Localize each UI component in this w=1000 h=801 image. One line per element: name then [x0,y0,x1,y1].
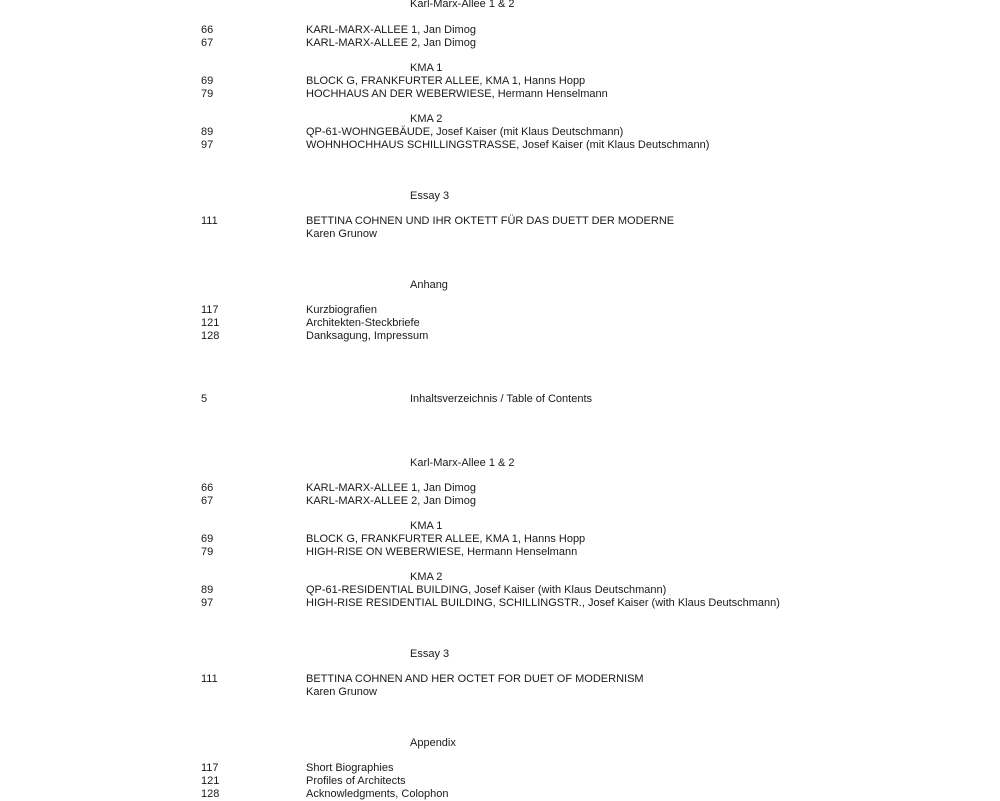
page-number: 89 [201,126,214,138]
section-heading: Anhang [410,279,448,291]
section-heading: Appendix [410,737,456,749]
entry-title: KARL-MARX-ALLEE 2, Jan Dimog [306,495,476,507]
subsection-heading: KMA 2 [410,113,443,125]
entry-title: Danksagung, Impressum [306,330,429,342]
section-heading: Essay 3 [410,648,450,660]
subsection-heading: KMA 1 [410,62,443,74]
entry-title: HOCHHAUS AN DER WEBERWIESE, Hermann Henselmann [306,88,608,100]
entry-title: Short Biographies [306,762,394,774]
page-number: 66 [201,482,214,494]
page-title: Inhaltsverzeichnis / Table of Contents [410,393,593,405]
entry-title: BETTINA COHNEN UND IHR OKTETT FÜR DAS DUETT DER MODERNE [306,215,675,227]
entry-title: Architekten-Steckbriefe [306,317,420,329]
entry-title: QP-61-RESIDENTIAL BUILDING, Josef Kaiser (with Klaus Deutschmann) [306,584,667,596]
entry-title: Acknowledgments, Colophon [306,788,449,800]
subsection-heading: KMA 1 [410,520,443,532]
page-number: 97 [201,597,214,609]
entry-title: KARL-MARX-ALLEE 1, Jan Dimog [306,482,476,494]
folio-number: 5 [201,393,208,405]
entry-title: BLOCK G, FRANKFURTER ALLEE, KMA 1, Hanns Hopp [306,75,586,87]
entry-title: KARL-MARX-ALLEE 1, Jan Dimog [306,24,476,36]
page-number: 66 [201,24,214,36]
entry-title: Kurzbiografien [306,304,377,316]
entry-author: Karen Grunow [306,228,377,240]
page-number: 79 [201,546,214,558]
page-number: 97 [201,139,214,151]
page-number: 79 [201,88,214,100]
entry-title: BETTINA COHNEN AND HER OCTET FOR DUET OF MODERNISM [306,673,644,685]
subsection-heading: KMA 2 [410,571,443,583]
page-number: 111 [201,673,218,685]
page-number: 67 [201,37,214,49]
section-heading: Essay 3 [410,190,450,202]
page-number: 128 [201,788,220,800]
entry-title: Profiles of Architects [306,775,406,787]
entry-author: Karen Grunow [306,686,377,698]
entry-title: WOHNHOCHHAUS SCHILLINGSTRASSE, Josef Kaiser (mit Klaus Deutschmann) [306,139,710,151]
page-number: 117 [201,762,219,774]
page-number: 117 [201,304,219,316]
entry-title: HIGH-RISE RESIDENTIAL BUILDING, SCHILLINGSTR., Josef Kaiser (with Klaus Deutschmann) [306,597,780,609]
page-number: 111 [201,215,218,227]
page-number: 69 [201,533,214,545]
page-number: 121 [201,775,220,787]
section-heading: Karl-Marx-Allee 1 & 2 [410,457,515,469]
page-number: 121 [201,317,220,329]
page-number: 67 [201,495,214,507]
entry-title: QP-61-WOHNGEBÄUDE, Josef Kaiser (mit Klaus Deutschmann) [306,126,624,138]
entry-title: BLOCK G, FRANKFURTER ALLEE, KMA 1, Hanns Hopp [306,533,586,545]
entry-title: KARL-MARX-ALLEE 2, Jan Dimog [306,37,476,49]
page-number: 89 [201,584,214,596]
entry-title: HIGH-RISE ON WEBERWIESE, Hermann Henselmann [306,546,578,558]
page-number: 69 [201,75,214,87]
section-heading: Karl-Marx-Allee 1 & 2 [410,0,515,10]
page-number: 128 [201,330,220,342]
